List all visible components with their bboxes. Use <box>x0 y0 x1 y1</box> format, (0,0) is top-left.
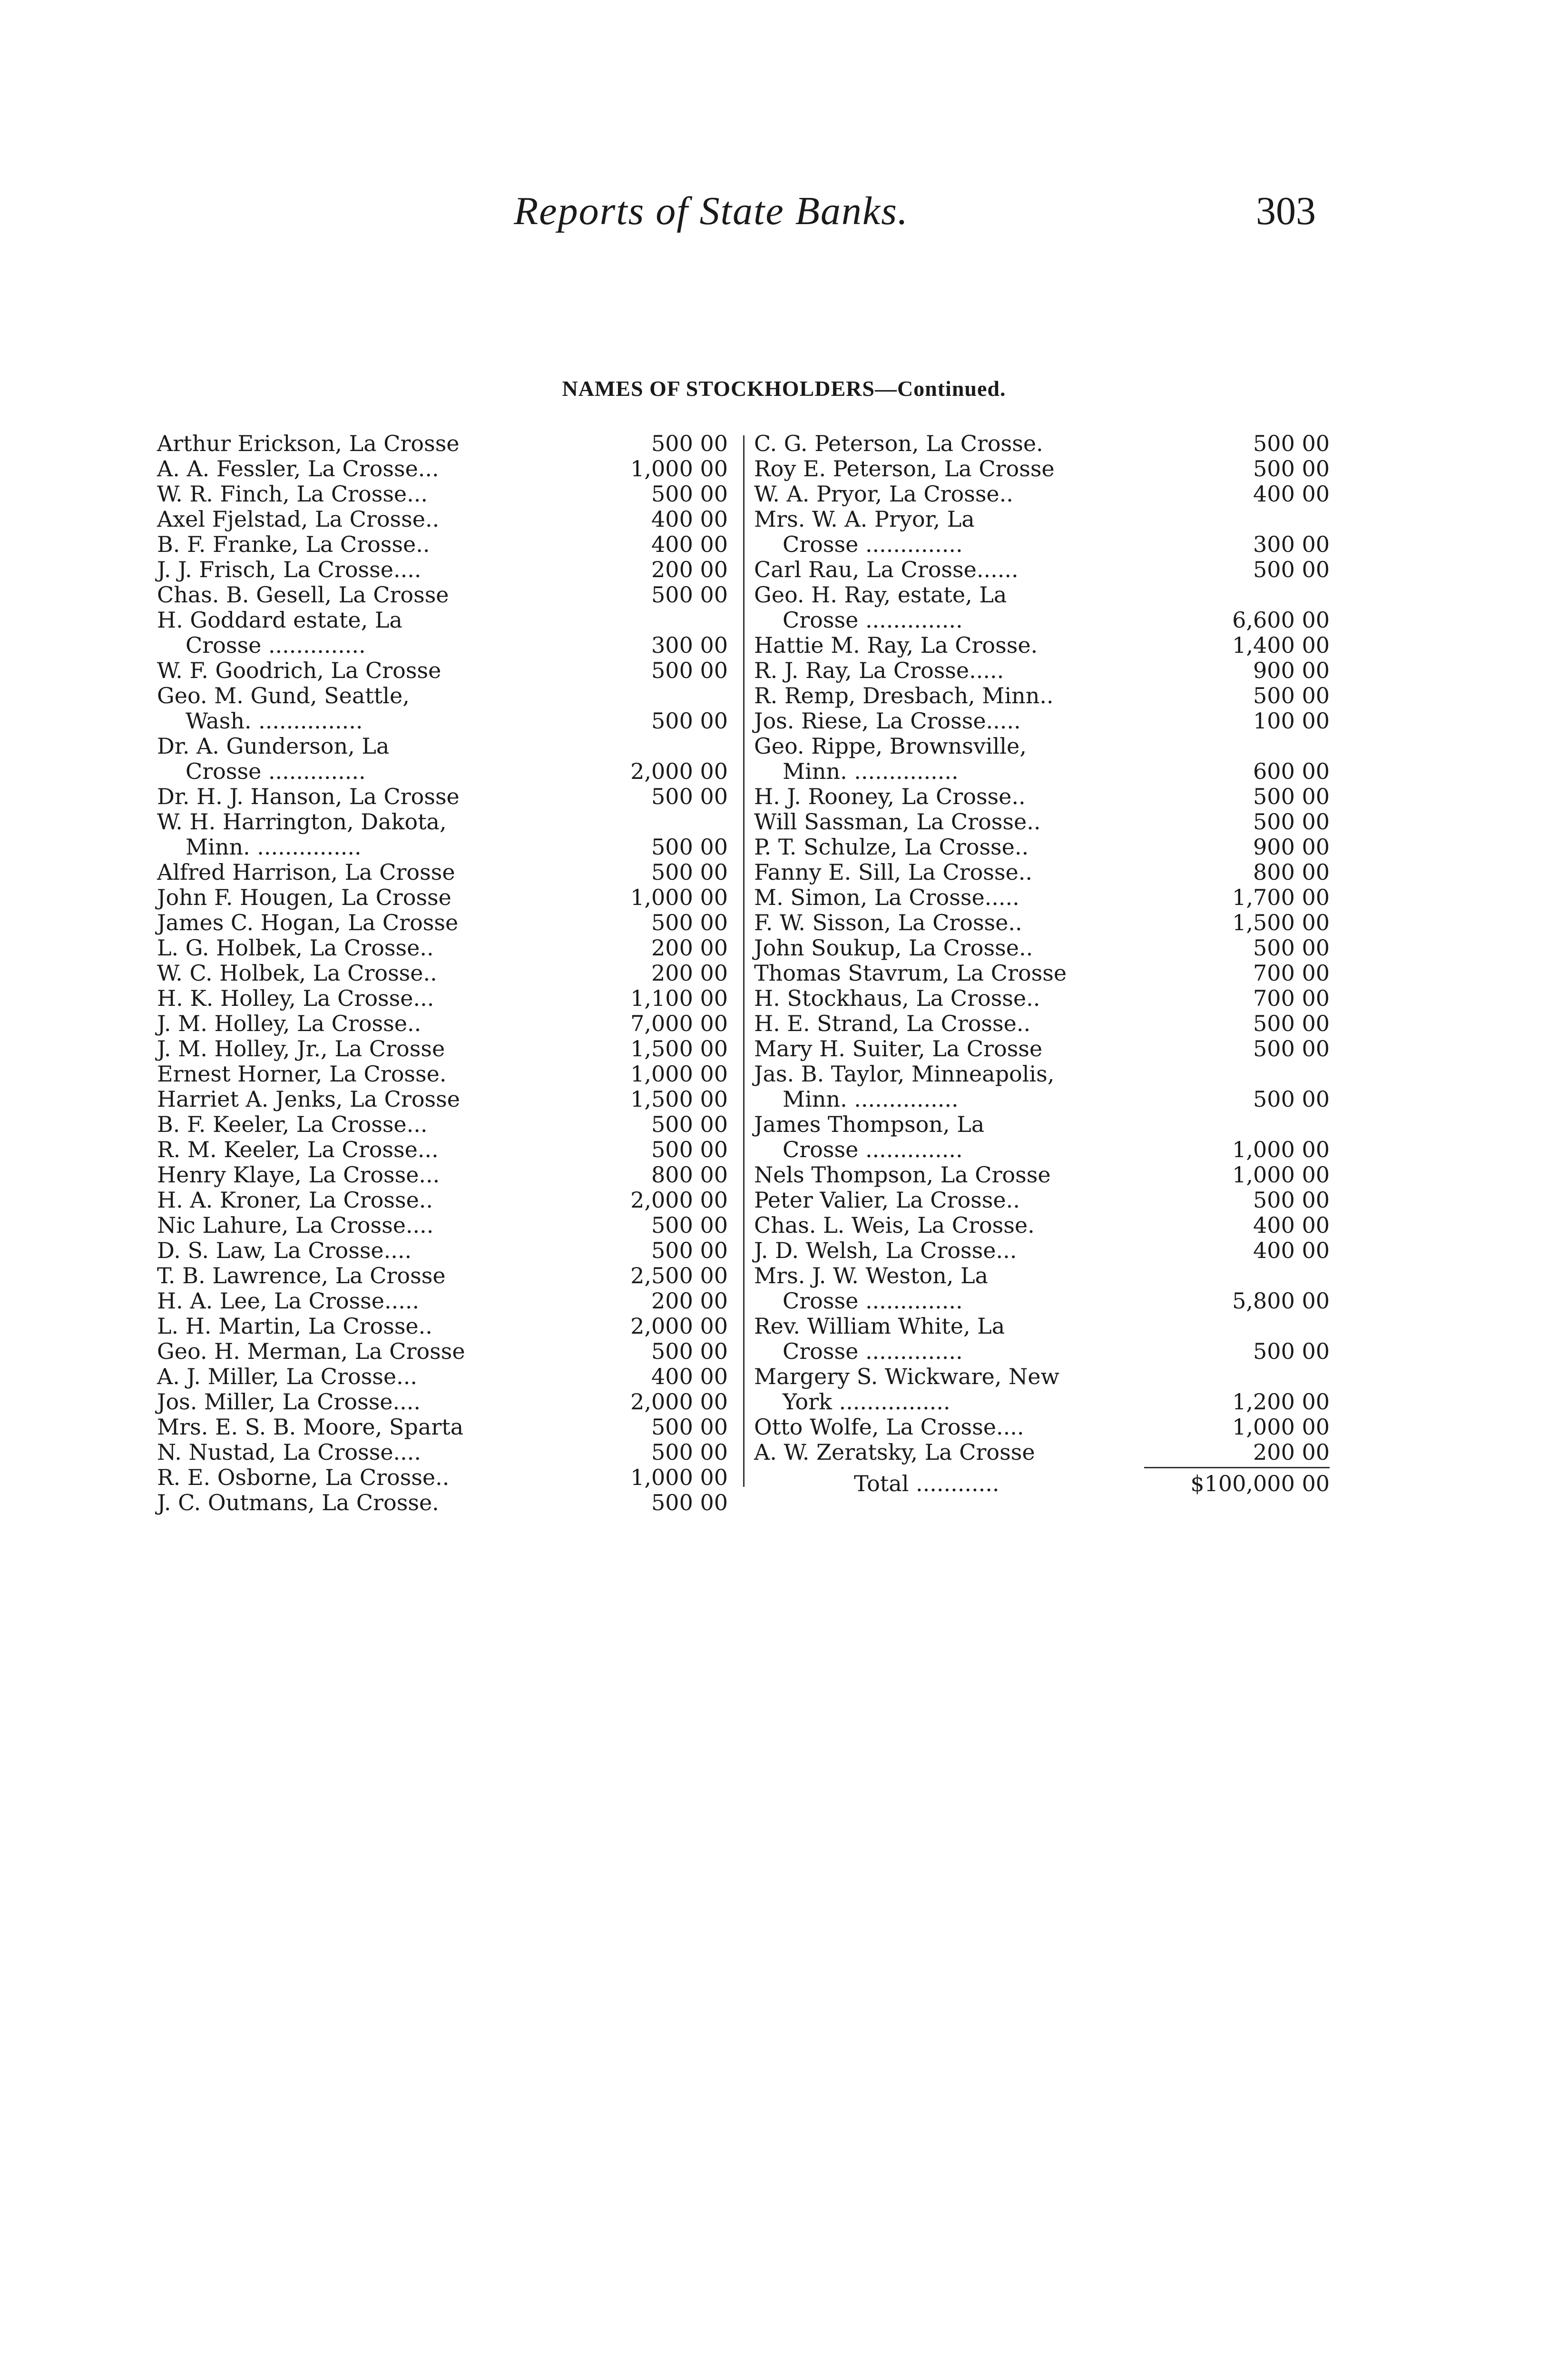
stockholder-name: R. Remp, Dresbach, Minn.. <box>754 683 1054 708</box>
stockholder-name: Mary H. Suiter, La Crosse <box>754 1036 1043 1062</box>
stockholder-row <box>754 482 1330 507</box>
stockholder-name: Dr. A. Gunderson, La <box>157 733 390 759</box>
stockholder-name: F. W. Sisson, La Crosse.. <box>754 910 1022 935</box>
stockholder-amount: 500 00 <box>651 910 728 935</box>
stockholder-amount: 500 00 <box>1253 1011 1330 1036</box>
stockholder-row <box>157 532 728 557</box>
stockholder-amount: 200 00 <box>651 557 728 582</box>
stockholder-row <box>754 1440 1330 1465</box>
stockholder-row <box>157 809 728 835</box>
stockholder-row <box>157 482 728 507</box>
stockholder-name: P. T. Schulze, La Crosse.. <box>754 834 1029 860</box>
stockholder-amount: 500 00 <box>1253 809 1330 835</box>
stockholder-row <box>157 1011 728 1036</box>
stockholder-row <box>754 1213 1330 1238</box>
stockholder-amount: 2,000 00 <box>630 1187 728 1213</box>
stockholder-row <box>157 734 728 759</box>
stockholder-name: R. J. Ray, La Crosse..... <box>754 658 1004 683</box>
stockholder-amount: 1,500 00 <box>630 1036 728 1062</box>
stockholder-row <box>754 961 1330 986</box>
stockholder-name: W. F. Goodrich, La Crosse <box>157 658 441 683</box>
stockholder-name: Mrs. W. A. Pryor, La <box>754 506 975 532</box>
stockholder-amount: 7,000 00 <box>630 1011 728 1036</box>
stockholder-name: H. E. Strand, La Crosse.. <box>754 1011 1031 1036</box>
stockholder-amount: 1,000 00 <box>630 1061 728 1087</box>
stockholder-name: Peter Valier, La Crosse.. <box>754 1187 1020 1213</box>
stockholder-name: W. C. Holbek, La Crosse.. <box>157 960 437 986</box>
stockholder-row <box>754 986 1330 1011</box>
stockholder-amount: 500 00 <box>1253 1036 1330 1062</box>
stockholder-amount: 500 00 <box>651 1490 728 1515</box>
stockholder-name: H. A. Lee, La Crosse..... <box>157 1288 420 1314</box>
stockholder-name: M. Simon, La Crosse..... <box>754 885 1019 910</box>
stockholder-name: Crosse .............. <box>783 1137 963 1162</box>
stockholder-name: J. M. Holley, Jr., La Crosse <box>157 1036 445 1062</box>
stockholder-name: Will Sassman, La Crosse.. <box>754 809 1041 835</box>
stockholder-amount: 500 00 <box>651 1137 728 1162</box>
stockholder-row <box>754 1415 1330 1440</box>
column-divider <box>743 435 745 1487</box>
stockholder-row <box>157 708 728 734</box>
stockholder-name: L. H. Martin, La Crosse.. <box>157 1313 432 1339</box>
stockholder-row <box>157 1188 728 1213</box>
stockholder-amount: 500 00 <box>1253 1086 1330 1112</box>
stockholder-row <box>754 608 1330 633</box>
stockholder-amount: 500 00 <box>1253 784 1330 809</box>
stockholder-row <box>157 860 728 885</box>
stockholder-row <box>754 507 1330 532</box>
stockholder-name: Crosse .............. <box>783 1338 963 1364</box>
total-amount: $100,000 00 <box>1190 1471 1330 1496</box>
stockholder-name: Mrs. E. S. B. Moore, Sparta <box>157 1414 464 1440</box>
stockholder-name: A. A. Fessler, La Crosse... <box>157 456 439 482</box>
stockholder-name: Dr. H. J. Hanson, La Crosse <box>157 784 460 809</box>
stockholder-row <box>157 910 728 935</box>
stockholder-row <box>754 1036 1330 1062</box>
stockholder-amount: 1,000 00 <box>630 1465 728 1490</box>
stockholder-amount: 200 00 <box>651 935 728 961</box>
stockholder-row <box>754 809 1330 835</box>
stockholder-name: H. K. Holley, La Crosse... <box>157 985 434 1011</box>
stockholder-name: Crosse .............. <box>783 607 963 633</box>
stockholder-name: W. H. Harrington, Dakota, <box>157 809 447 835</box>
stockholder-row <box>157 1490 728 1515</box>
stockholder-name: Arthur Erickson, La Crosse <box>157 431 460 456</box>
stockholder-amount: 400 00 <box>1253 1212 1330 1238</box>
stockholder-name: Jos. Miller, La Crosse.... <box>157 1389 421 1415</box>
stockholder-amount: 500 00 <box>651 708 728 734</box>
stockholder-row <box>157 557 728 582</box>
stockholder-row <box>157 633 728 658</box>
stockholder-amount: 500 00 <box>1253 557 1330 582</box>
stockholder-name: Harriet A. Jenks, La Crosse <box>157 1086 460 1112</box>
stockholder-row <box>754 582 1330 608</box>
stockholder-amount: 100 00 <box>1253 708 1330 734</box>
stockholder-name: Fanny E. Sill, La Crosse.. <box>754 859 1032 885</box>
stockholder-amount: 500 00 <box>1253 1187 1330 1213</box>
stockholder-row <box>157 986 728 1011</box>
stockholder-row <box>157 1339 728 1364</box>
stockholder-name: Rev. William White, La <box>754 1313 1005 1339</box>
stockholder-row <box>754 734 1330 759</box>
stockholder-row <box>157 1263 728 1288</box>
stockholder-name: Jas. B. Taylor, Minneapolis, <box>754 1061 1055 1087</box>
stockholder-row <box>754 835 1330 860</box>
stockholder-row <box>157 784 728 809</box>
stockholder-name: Margery S. Wickware, New <box>754 1364 1059 1389</box>
stockholder-name: Crosse .............. <box>783 531 963 557</box>
stockholder-row <box>157 1465 728 1490</box>
stockholder-amount: 500 00 <box>651 431 728 456</box>
stockholder-name: B. F. Keeler, La Crosse... <box>157 1111 428 1137</box>
stockholder-name: Nic Lahure, La Crosse.... <box>157 1212 434 1238</box>
running-title: Reports of State Banks. <box>514 189 909 233</box>
stockholder-row <box>754 1162 1330 1188</box>
stockholder-name: Roy E. Peterson, La Crosse <box>754 456 1055 482</box>
stockholder-amount: 800 00 <box>651 1162 728 1188</box>
stockholder-amount: 500 00 <box>651 1414 728 1440</box>
stockholder-amount: 300 00 <box>1253 531 1330 557</box>
stockholder-name: Crosse .............. <box>186 758 366 784</box>
stockholder-name: R. E. Osborne, La Crosse.. <box>157 1465 450 1490</box>
stockholder-row <box>157 1389 728 1415</box>
stockholder-name: Henry Klaye, La Crosse... <box>157 1162 440 1188</box>
stockholder-amount: 900 00 <box>1253 658 1330 683</box>
stockholder-row <box>157 1213 728 1238</box>
stockholder-row <box>754 1087 1330 1112</box>
stockholder-row <box>157 885 728 910</box>
stockholder-name: Nels Thompson, La Crosse <box>754 1162 1051 1188</box>
stockholder-amount: 400 00 <box>651 506 728 532</box>
stockholder-row <box>754 1389 1330 1415</box>
stockholder-row <box>754 1188 1330 1213</box>
total-label: Total ............ <box>854 1471 1000 1496</box>
stockholder-row <box>157 1288 728 1314</box>
stockholder-row <box>157 1238 728 1263</box>
stockholder-amount: 700 00 <box>1253 960 1330 986</box>
stockholder-row <box>754 910 1330 935</box>
stockholder-amount: 500 00 <box>1253 456 1330 482</box>
stockholder-amount: 500 00 <box>651 784 728 809</box>
stockholder-amount: 500 00 <box>651 1338 728 1364</box>
stockholder-name: Minn. ............... <box>186 834 362 860</box>
stockholder-name: B. F. Franke, La Crosse.. <box>157 531 430 557</box>
stockholder-amount: 500 00 <box>651 1238 728 1263</box>
stockholder-row <box>157 961 728 986</box>
stockholder-row <box>157 1440 728 1465</box>
stockholder-name: C. G. Peterson, La Crosse. <box>754 431 1043 456</box>
stockholder-name: James C. Hogan, La Crosse <box>157 910 459 935</box>
stockholder-amount: 700 00 <box>1253 985 1330 1011</box>
stockholder-amount: 500 00 <box>1253 431 1330 456</box>
stockholder-row <box>754 885 1330 910</box>
stockholder-row <box>754 1339 1330 1364</box>
stockholder-amount: 400 00 <box>1253 1238 1330 1263</box>
total-row <box>754 1471 1330 1500</box>
stockholder-row <box>157 1415 728 1440</box>
stockholder-amount: 1,500 00 <box>1232 910 1330 935</box>
stockholder-row <box>754 1238 1330 1263</box>
stockholder-name: Crosse .............. <box>783 1288 963 1314</box>
stockholder-amount: 300 00 <box>651 632 728 658</box>
stockholder-row <box>754 1112 1330 1137</box>
stockholder-row <box>754 532 1330 557</box>
stockholder-row <box>754 1062 1330 1087</box>
stockholder-amount: 1,100 00 <box>630 985 728 1011</box>
stockholder-amount: 500 00 <box>651 1111 728 1137</box>
stockholder-row <box>157 835 728 860</box>
stockholder-amount: 400 00 <box>651 1364 728 1389</box>
stockholder-name: H. J. Rooney, La Crosse.. <box>754 784 1026 809</box>
stockholder-amount: 500 00 <box>1253 935 1330 961</box>
stockholder-amount: 1,500 00 <box>630 1086 728 1112</box>
stockholder-amount: 1,000 00 <box>630 885 728 910</box>
stockholder-name: Geo. Rippe, Brownsville, <box>754 733 1027 759</box>
stockholder-row <box>157 1036 728 1062</box>
stockholder-name: L. G. Holbek, La Crosse.. <box>157 935 434 961</box>
stockholder-row <box>754 860 1330 885</box>
stockholder-row <box>157 1314 728 1339</box>
stockholder-amount: 2,000 00 <box>630 1389 728 1415</box>
stockholders-right-column <box>754 431 1330 1500</box>
stockholder-name: Geo. H. Merman, La Crosse <box>157 1338 465 1364</box>
stockholder-row <box>754 633 1330 658</box>
stockholder-amount: 500 00 <box>651 1212 728 1238</box>
stockholder-amount: 2,500 00 <box>630 1263 728 1288</box>
stockholder-amount: 1,400 00 <box>1232 632 1330 658</box>
stockholder-name: Otto Wolfe, La Crosse.... <box>754 1414 1024 1440</box>
stockholder-amount: 1,000 00 <box>1232 1137 1330 1162</box>
stockholder-amount: 900 00 <box>1253 834 1330 860</box>
stockholder-row <box>157 1162 728 1188</box>
stockholder-name: W. R. Finch, La Crosse... <box>157 481 428 507</box>
stockholder-row <box>157 683 728 708</box>
stockholders-left-column <box>157 431 728 1515</box>
stockholder-name: James Thompson, La <box>754 1111 985 1137</box>
stockholder-name: J. D. Welsh, La Crosse... <box>754 1238 1017 1263</box>
stockholder-row <box>157 1087 728 1112</box>
stockholder-row <box>754 708 1330 734</box>
stockholder-row <box>157 1137 728 1162</box>
stockholder-amount: 200 00 <box>651 960 728 986</box>
stockholder-name: J. J. Frisch, La Crosse.... <box>157 557 421 582</box>
stockholder-name: Crosse .............. <box>186 632 366 658</box>
page-header <box>0 188 1568 236</box>
stockholder-name: Geo. M. Gund, Seattle, <box>157 683 410 708</box>
stockholder-row <box>157 582 728 608</box>
stockholder-row <box>157 658 728 683</box>
stockholder-name: D. S. Law, La Crosse.... <box>157 1238 412 1263</box>
stockholder-row <box>754 759 1330 784</box>
stockholder-name: Thomas Stavrum, La Crosse <box>754 960 1067 986</box>
stockholder-row <box>754 1263 1330 1288</box>
stockholder-name: Geo. H. Ray, estate, La <box>754 582 1007 608</box>
stockholder-name: John F. Hougen, La Crosse <box>157 885 451 910</box>
stockholder-row <box>754 784 1330 809</box>
stockholder-name: Minn. ............... <box>783 758 959 784</box>
stockholder-amount: 1,000 00 <box>1232 1162 1330 1188</box>
stockholder-name: A. J. Miller, La Crosse... <box>157 1364 417 1389</box>
stockholder-amount: 800 00 <box>1253 859 1330 885</box>
stockholder-amount: 500 00 <box>651 1439 728 1465</box>
stockholder-row <box>754 935 1330 961</box>
stockholder-amount: 1,000 00 <box>630 456 728 482</box>
stockholder-row <box>754 431 1330 456</box>
stockholder-row <box>157 608 728 633</box>
stockholder-amount: 400 00 <box>651 531 728 557</box>
stockholder-name: Minn. ............... <box>783 1086 959 1112</box>
stockholder-name: W. A. Pryor, La Crosse.. <box>754 481 1013 507</box>
stockholder-amount: 500 00 <box>651 834 728 860</box>
stockholder-amount: 6,600 00 <box>1232 607 1330 633</box>
stockholder-row <box>157 431 728 456</box>
stockholder-amount: 2,000 00 <box>630 758 728 784</box>
stockholder-row <box>754 1314 1330 1339</box>
stockholder-row <box>157 759 728 784</box>
stockholder-amount: 1,000 00 <box>1232 1414 1330 1440</box>
stockholder-amount: 200 00 <box>651 1288 728 1314</box>
stockholder-row <box>754 1288 1330 1314</box>
stockholder-name: Chas. B. Gesell, La Crosse <box>157 582 449 608</box>
stockholder-name: N. Nustad, La Crosse.... <box>157 1439 421 1465</box>
stockholder-name: Carl Rau, La Crosse...... <box>754 557 1019 582</box>
stockholder-name: H. Stockhaus, La Crosse.. <box>754 985 1040 1011</box>
stockholder-name: Chas. L. Weis, La Crosse. <box>754 1212 1035 1238</box>
stockholder-row <box>754 1364 1330 1389</box>
stockholder-name: J. C. Outmans, La Crosse. <box>157 1490 439 1515</box>
stockholder-name: R. M. Keeler, La Crosse... <box>157 1137 439 1162</box>
stockholder-amount: 5,800 00 <box>1232 1288 1330 1314</box>
stockholder-name: Mrs. J. W. Weston, La <box>754 1263 988 1288</box>
stockholder-amount: 500 00 <box>651 658 728 683</box>
stockholder-name: H. Goddard estate, La <box>157 607 402 633</box>
stockholder-amount: 200 00 <box>1253 1439 1330 1465</box>
stockholder-name: Alfred Harrison, La Crosse <box>157 859 455 885</box>
stockholder-amount: 500 00 <box>651 859 728 885</box>
stockholder-row <box>157 1112 728 1137</box>
stockholder-row <box>754 456 1330 482</box>
stockholder-name: Axel Fjelstad, La Crosse.. <box>157 506 440 532</box>
stockholder-amount: 500 00 <box>651 582 728 608</box>
stockholder-amount: 1,200 00 <box>1232 1389 1330 1415</box>
stockholder-row <box>754 557 1330 582</box>
stockholder-row <box>754 1011 1330 1036</box>
stockholder-name: A. W. Zeratsky, La Crosse <box>754 1439 1035 1465</box>
section-title: NAMES OF STOCKHOLDERS—Continued. <box>562 376 1006 401</box>
page-number: 303 <box>1256 189 1316 233</box>
stockholder-name: York ................ <box>783 1389 951 1415</box>
stockholder-name: Wash. ............... <box>186 708 363 734</box>
stockholder-name: J. M. Holley, La Crosse.. <box>157 1011 421 1036</box>
stockholder-amount: 2,000 00 <box>630 1313 728 1339</box>
stockholder-name: T. B. Lawrence, La Crosse <box>157 1263 446 1288</box>
stockholder-amount: 600 00 <box>1253 758 1330 784</box>
stockholder-row <box>157 456 728 482</box>
stockholder-amount: 500 00 <box>651 481 728 507</box>
stockholder-amount: 400 00 <box>1253 481 1330 507</box>
stockholder-name: John Soukup, La Crosse.. <box>754 935 1033 961</box>
stockholder-name: Ernest Horner, La Crosse. <box>157 1061 447 1087</box>
stockholder-amount: 500 00 <box>1253 1338 1330 1364</box>
stockholder-amount: 1,700 00 <box>1232 885 1330 910</box>
stockholder-name: Hattie M. Ray, La Crosse. <box>754 632 1038 658</box>
stockholder-row <box>754 1137 1330 1162</box>
stockholder-row <box>754 683 1330 708</box>
stockholder-row <box>754 658 1330 683</box>
stockholder-row <box>157 1062 728 1087</box>
stockholder-row <box>157 935 728 961</box>
stockholder-row <box>157 507 728 532</box>
stockholder-name: H. A. Kroner, La Crosse.. <box>157 1187 433 1213</box>
stockholder-name: Jos. Riese, La Crosse..... <box>754 708 1021 734</box>
stockholder-row <box>157 1364 728 1389</box>
stockholder-amount: 500 00 <box>1253 683 1330 708</box>
